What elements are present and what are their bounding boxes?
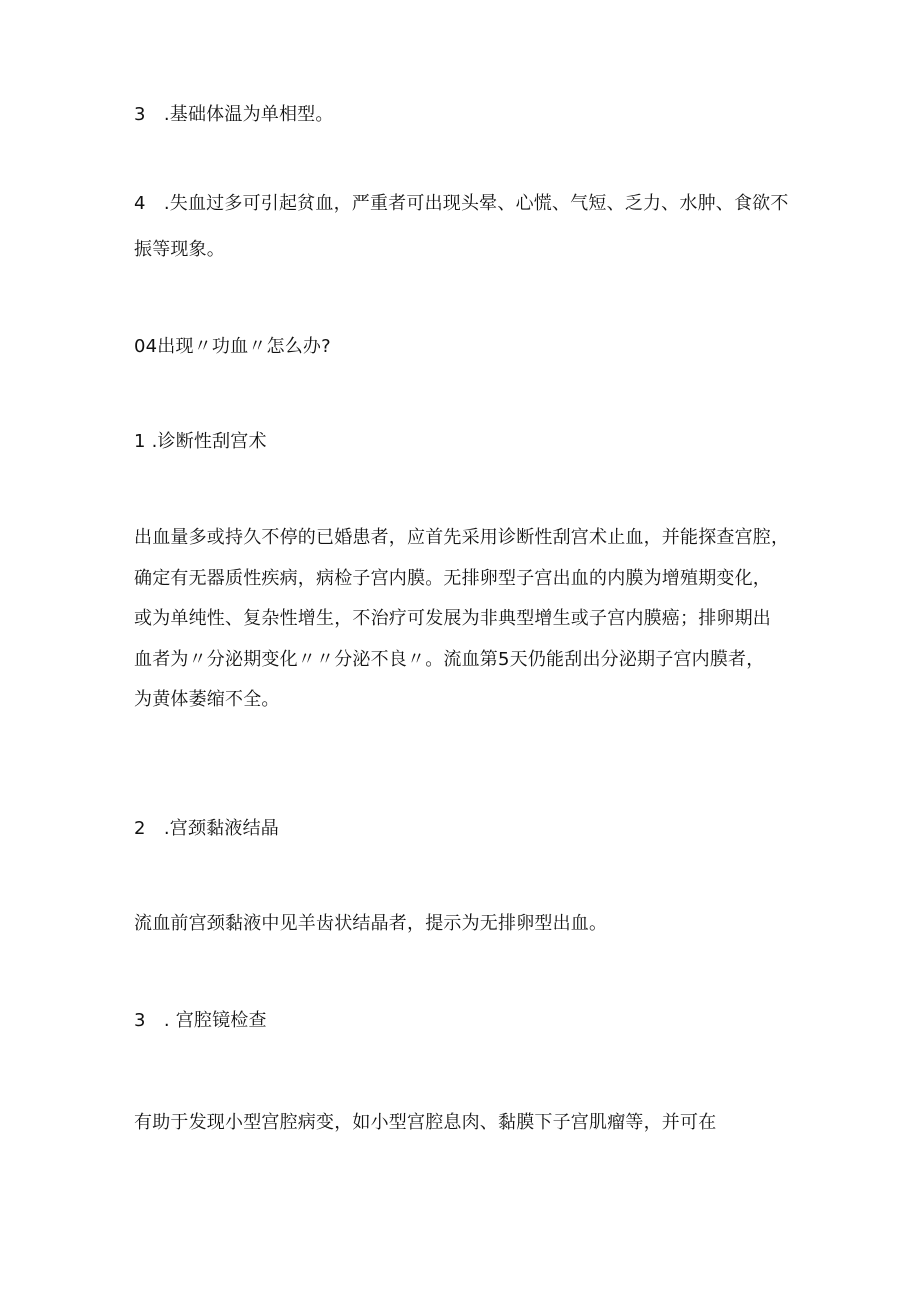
subheading-cervical-mucus: 2 .宫颈黏液结晶 xyxy=(134,818,279,839)
paragraph-cervical-mucus: 流血前宫颈黏液中见羊齿状结晶者，提示为无排卵型出血。 xyxy=(134,913,608,934)
paragraph-hysteroscopy: 有助于发现小型宫腔病变，如小型宫腔息肉、黏膜下子宫肌瘤等，并可在 xyxy=(134,1112,717,1133)
list-item-anemia-line-2: 振等现象。 xyxy=(134,239,225,260)
subheading-curettage: 1 .诊断性刮宫术 xyxy=(134,431,267,452)
subheading-hysteroscopy: 3 . 宫腔镜检查 xyxy=(134,1010,267,1031)
paragraph-line: 为黄体萎缩不全。 xyxy=(134,689,280,710)
paragraph-line: 确定有无器质性疾病，病检子宫内膜。无排卵型子宫出血的内膜为增殖期变化， xyxy=(134,567,771,589)
paragraph-line: 或为单纯性、复杂性增生，不治疗可发展为非典型增生或子宫内膜癌；排卵期出 xyxy=(134,608,771,629)
paragraph-line: 血者为〃分泌期变化〃〃分泌不良〃。流血第5天仍能刮出分泌期子宫内膜者， xyxy=(134,648,765,670)
list-item-bbt: 3 .基础体温为单相型。 xyxy=(134,104,334,125)
paragraph-curettage xyxy=(134,518,814,721)
list-item-anemia-line-1: 4 .失血过多可引起贫血，严重者可出现头晕、心慌、气短、乏力、水肿、食欲不 xyxy=(134,193,789,214)
paragraph-line: 出血量多或持久不停的已婚患者，应首先采用诊断性刮宫术止血，并能探查宫腔， xyxy=(134,527,790,548)
section-heading: 04出现〃功血〃怎么办? xyxy=(134,336,331,357)
